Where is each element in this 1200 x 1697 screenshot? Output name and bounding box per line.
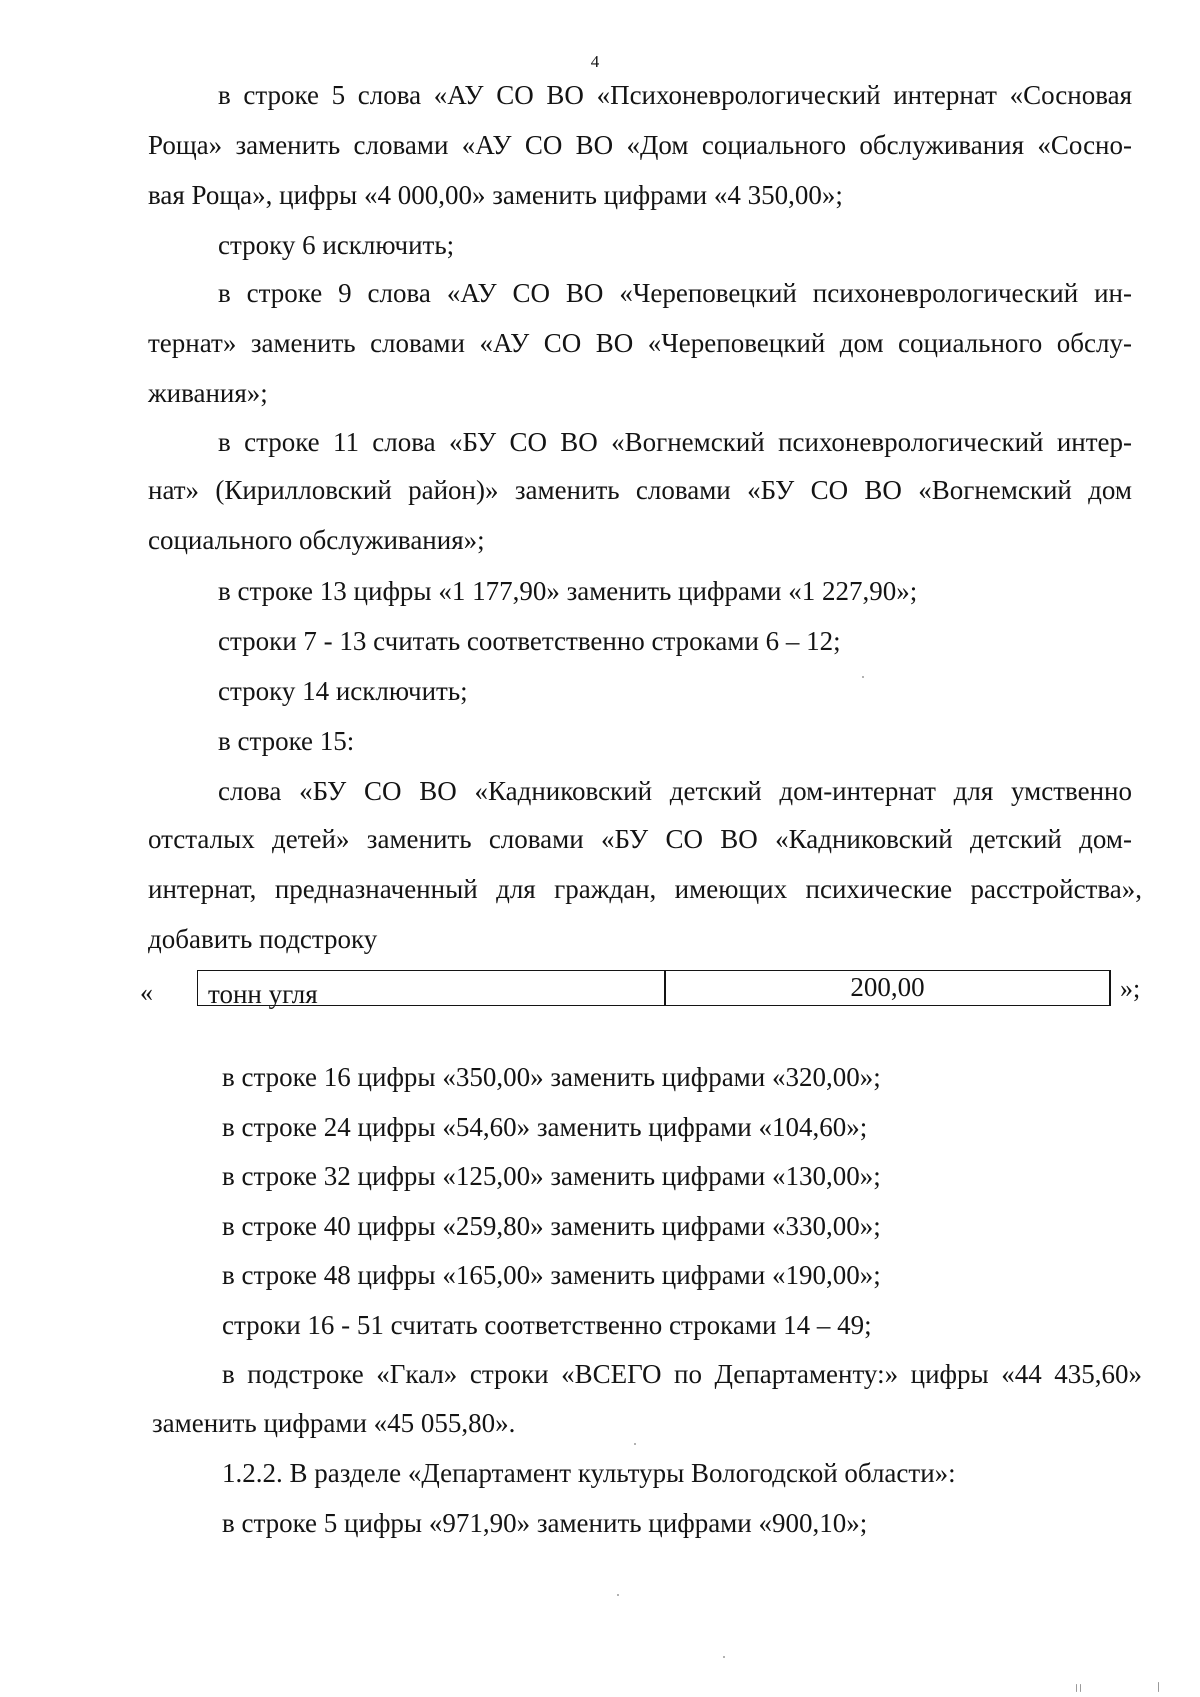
- scan-speck: [634, 1443, 636, 1445]
- text-line-16: отсталых детей» заменить словами «БУ СО ВО «Кадниковский детский дом-: [148, 824, 1132, 854]
- text-line-18: добавить подстроку: [148, 924, 378, 954]
- scan-speck: [1076, 1684, 1077, 1692]
- text-line-21: в строке 32 цифры «125,00» заменить цифрами «130,00»;: [222, 1161, 881, 1191]
- page-number: 4: [590, 52, 600, 71]
- inserted-row-table: [197, 970, 1111, 1009]
- text-line-2: Роща» заменить словами «АУ СО ВО «Дом социального обслуживания «Сосно-: [148, 130, 1132, 160]
- text-line-20: в строке 24 цифры «54,60» заменить цифрами «104,60»;: [222, 1112, 868, 1142]
- text-line-1: в строке 5 слова «АУ СО ВО «Психоневрологический интернат «Сосновая: [218, 80, 1132, 110]
- text-line-24: строки 16 - 51 считать соответственно строками 14 – 49;: [222, 1310, 872, 1340]
- text-line-28: в строке 5 цифры «971,90» заменить цифрами «900,10»;: [222, 1508, 868, 1538]
- text-line-13: строку 14 исключить;: [218, 676, 468, 706]
- text-line-4: строку 6 исключить;: [218, 230, 455, 260]
- text-line-11: в строке 13 цифры «1 177,90» заменить цифрами «1 227,90»;: [218, 576, 918, 606]
- row-value-cell: 200,00: [850, 972, 925, 1002]
- text-line-5: в строке 9 слова «АУ СО ВО «Череповецкий психоневрологический ин-: [218, 278, 1132, 308]
- opening-quote: «: [140, 978, 153, 1007]
- text-line-8: в строке 11 слова «БУ СО ВО «Вогнемский психоневрологический интер-: [218, 427, 1132, 457]
- text-line-27: 1.2.2. В разделе «Департамент культуры Вологодской области»:: [222, 1458, 956, 1488]
- text-line-26: заменить цифрами «45 055,80».: [152, 1408, 516, 1438]
- text-line-3: вая Роща», цифры «4 000,00» заменить цифрами «4 350,00»;: [148, 180, 843, 210]
- text-line-10: социального обслуживания»;: [148, 525, 485, 555]
- closing-quote: »;: [1120, 974, 1141, 1003]
- text-line-12: строки 7 - 13 считать соответственно строками 6 – 12;: [218, 626, 841, 656]
- text-line-15: слова «БУ СО ВО «Кадниковский детский дом-интернат для умственно: [218, 776, 1132, 806]
- text-line-17: интернат, предназначенный для граждан, имеющих психические расстройства»,: [148, 874, 1142, 904]
- text-line-7: живания»;: [148, 378, 268, 408]
- scan-speck: [617, 1594, 619, 1596]
- text-line-6: тернат» заменить словами «АУ СО ВО «Череповецкий дом социального обслу-: [148, 328, 1132, 358]
- scan-speck: [862, 676, 864, 678]
- text-line-9: нат» (Кирилловский район)» заменить словами «БУ СО ВО «Вогнемский дом: [148, 475, 1132, 505]
- scan-speck: [1080, 1684, 1081, 1692]
- text-line-22: в строке 40 цифры «259,80» заменить цифрами «330,00»;: [222, 1211, 881, 1241]
- text-line-19: в строке 16 цифры «350,00» заменить цифрами «320,00»;: [222, 1062, 881, 1092]
- text-line-25: в подстроке «Гкал» строки «ВСЕГО по Департаменту:» цифры «44 435,60»: [222, 1359, 1142, 1389]
- text-line-23: в строке 48 цифры «165,00» заменить цифрами «190,00»;: [222, 1260, 881, 1290]
- text-line-14: в строке 15:: [218, 726, 355, 756]
- scan-speck: [1158, 1682, 1159, 1692]
- scan-speck: [723, 1656, 725, 1658]
- row-label-cell: тонн угля: [208, 979, 318, 1009]
